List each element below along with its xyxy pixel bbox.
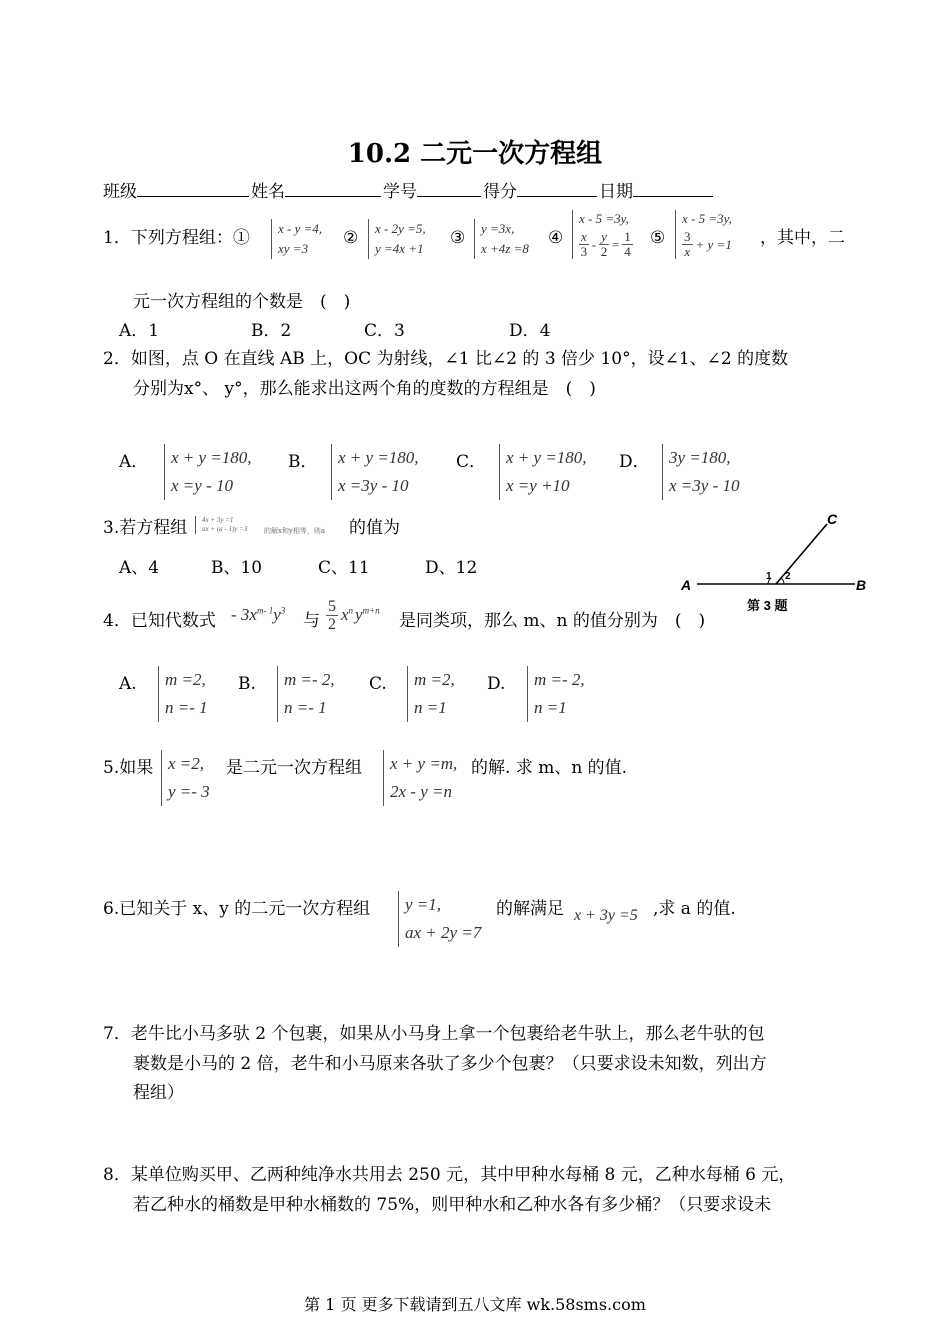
q1-system-1: x - y =4, xy =3 <box>271 219 322 259</box>
q2-option-a-system[interactable]: x + y =180, x =y - 10 <box>164 444 252 500</box>
class-blank[interactable] <box>137 179 249 197</box>
q3-small-text: 的解x和y相等，则a <box>264 527 326 535</box>
name-label: 姓名 <box>251 182 285 202</box>
angle-figure <box>675 508 875 616</box>
angle-2-arc <box>781 578 784 584</box>
q4-fraction: 5 2 <box>328 598 336 633</box>
q2-option-a-label[interactable]: A． <box>119 452 149 472</box>
q4-option-b-system[interactable]: m =- 2, n =- 1 <box>277 666 335 722</box>
page-title: 10.2 二元一次方程组 <box>347 139 603 169</box>
q5-solution-system: x =2, y =- 3 <box>161 750 210 806</box>
q2-option-c-system[interactable]: x + y =180, x =y +10 <box>499 444 587 500</box>
q6-suffix: ,求 a 的值. <box>653 899 736 919</box>
q3-option-d[interactable]: D、12 <box>425 558 478 578</box>
ray-oc <box>776 524 827 584</box>
q6-condition: x + 3y =5 <box>574 907 638 924</box>
date-blank[interactable] <box>633 179 713 197</box>
q2-option-c-label[interactable]: C． <box>456 452 487 472</box>
figure-caption: 第 3 题 <box>747 598 788 613</box>
q4-option-c-system[interactable]: m =2, n =1 <box>407 666 455 722</box>
q6-system: y =1, ax + 2y =7 <box>398 891 481 947</box>
angle-2-label: 2 <box>785 571 791 582</box>
q1-option-c[interactable]: C．3 <box>364 321 405 341</box>
score-blank[interactable] <box>517 179 597 197</box>
student-id-label: 学号 <box>383 182 417 202</box>
q6-mid: 的解满足 <box>496 899 564 919</box>
q6-prefix: 6.已知关于 x、y 的二元一次方程组 <box>103 899 371 919</box>
angle-1-label: 1 <box>766 571 772 582</box>
q4-option-d-system[interactable]: m =- 2, n =1 <box>527 666 585 722</box>
q4-option-c-label[interactable]: C. <box>369 674 387 694</box>
q1-suffix: ，其中，二 <box>760 228 845 248</box>
q4-option-a-label[interactable]: A. <box>119 674 137 694</box>
q1-system-4: x - 5 =3y, x 3 - $\frac{y}{2}$ = $\frac{1}{4}$ <box>572 210 633 259</box>
point-a-label: A <box>681 577 692 593</box>
q1-system-5: x - 5 =3y, 3 x + y =1 <box>675 210 732 259</box>
q3-option-b[interactable]: B、10 <box>211 558 263 578</box>
q8-line-1: 8．某单位购买甲、乙两种纯净水共用去 250 元，其中甲种水每桶 8 元，乙种水每桶 6 元， <box>103 1165 796 1185</box>
q4-option-b-label[interactable]: B. <box>238 674 256 694</box>
q1-circle-3: ③ <box>450 228 466 248</box>
q5-equation-system: x + y =m, 2x - y =n <box>383 750 457 806</box>
q1-circle-5: ⑤ <box>650 228 666 248</box>
q1-prefix: 1．下列方程组：① <box>103 228 250 248</box>
q7-line-3: 程组） <box>133 1083 184 1103</box>
name-blank[interactable] <box>285 179 381 197</box>
score-label: 得分 <box>483 182 517 202</box>
q4-option-a-system[interactable]: m =2, n =- 1 <box>158 666 208 722</box>
class-label: 班级 <box>103 182 137 202</box>
date-label: 日期 <box>599 182 633 202</box>
q1-option-d[interactable]: D．4 <box>509 321 551 341</box>
q7-line-2: 裹数是小马的 2 倍，老牛和小马原来各驮了多少个包裹？（只要求设未知数，列出方 <box>133 1054 767 1074</box>
q1-system-2: x - 2y =5, y =4x +1 <box>368 219 426 259</box>
q2-option-b-system[interactable]: x + y =180, x =3y - 10 <box>331 444 419 500</box>
q3-option-a[interactable]: A、4 <box>119 558 160 578</box>
page-footer: 第 1 页 更多下载请到五八文库 wk.58sms.com <box>304 1295 646 1314</box>
q4-mid: 与 <box>303 611 320 631</box>
q3-system: 4x + 3y =1 ax + (a - 1)y =3 <box>195 516 247 534</box>
q5-suffix: 的解. 求 m、n 的值. <box>471 758 628 778</box>
q1-circle-4: ④ <box>548 228 564 248</box>
q3-option-c[interactable]: C、11 <box>318 558 370 578</box>
q3-prefix: 3.若方程组 <box>103 518 188 538</box>
q8-line-2: 若乙种水的桶数是甲种水桶数的 75%，则甲种水和乙种水各有多少桶？（只要求设未 <box>133 1195 772 1215</box>
q2-line-1: 2．如图，点 O 在直线 AB 上，OC 为射线，∠1 比∠2 的 3 倍少 10°，设∠1、∠2 的度数 <box>103 349 789 369</box>
q4-option-d-label[interactable]: D. <box>487 674 506 694</box>
q4-suffix: 是同类项，那么 m、n 的值分别为 ( ) <box>399 611 706 631</box>
point-c-label: C <box>827 511 838 527</box>
q1-option-b[interactable]: B．2 <box>251 321 292 341</box>
point-b-label: B <box>856 577 867 593</box>
student-info-line <box>103 179 715 203</box>
q4-term-1: - $3x^{m- 1}y^3$ <box>231 605 286 624</box>
q4-term-2: $x^n$ $y^{m+n}$ <box>341 605 380 624</box>
q2-option-d-label[interactable]: D． <box>619 452 650 472</box>
q5-mid: 是二元一次方程组 <box>226 758 362 778</box>
q2-option-d-system[interactable]: 3y =180, x =3y - 10 <box>662 444 739 500</box>
q5-prefix: 5.如果 <box>103 758 154 778</box>
student-id-blank[interactable] <box>417 179 481 197</box>
q1-system-3: y =3x, x +4z =8 <box>474 219 529 259</box>
q3-suffix: 的值为 <box>349 518 400 538</box>
q4-prefix: 4．已知代数式 <box>103 611 216 631</box>
q2-line-2: 分别为x°、 y°，那么能求出这两个角的度数的方程组是 ( ) <box>133 379 596 399</box>
q1-option-a[interactable]: A．1 <box>119 321 160 341</box>
q7-line-1: 7．老牛比小马多驮 2 个包裹，如果从小马身上拿一个包裹给老牛驮上，那么老牛驮的包 <box>103 1024 765 1044</box>
q1-line-2: 元一次方程组的个数是 ( ) <box>133 292 351 312</box>
q2-option-b-label[interactable]: B． <box>288 452 318 472</box>
q1-circle-2: ② <box>343 228 359 248</box>
